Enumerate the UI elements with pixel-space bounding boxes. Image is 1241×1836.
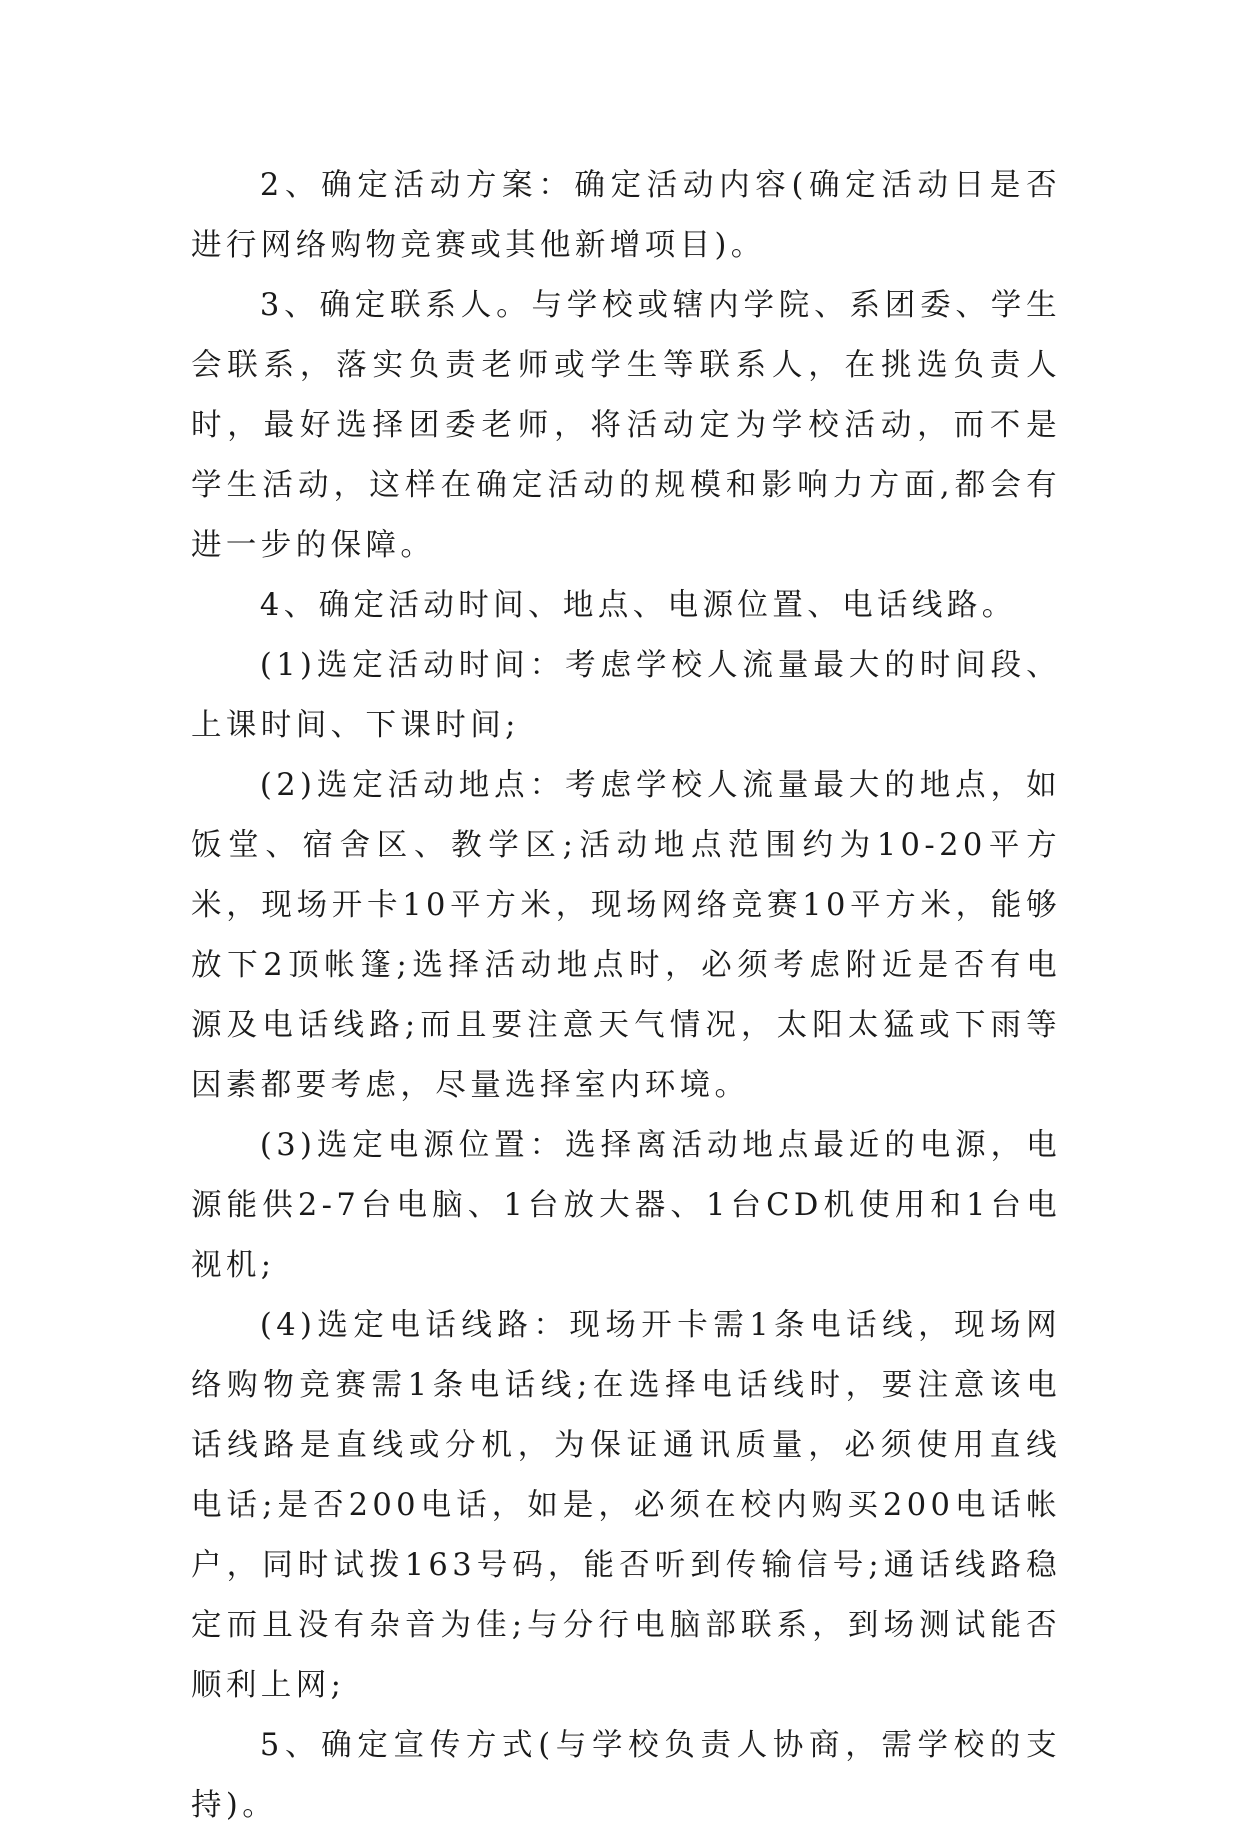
paragraph-activity-plan: 2、确定活动方案：确定活动内容(确定活动日是否进行网络购物竞赛或其他新增项目)。 bbox=[191, 168, 1061, 263]
document-body bbox=[191, 156, 1061, 1836]
paragraph-activity-time: (1)选定活动时间：考虑学校人流量最大的时间段、上课时间、下课时间; bbox=[191, 648, 1061, 743]
paragraph-phone-line: (4)选定电话线路：现场开卡需1条电话线，现场网络购物竞赛需1条电话线;在选择电话线时，要注意该电话线路是直线或分机，为保证通讯质量，必须使用直线电话;是否200电话，如是，必须在校内购买200电话帐户，同时试拨163号码，能否听到传输信号;通话线路稳定而且没有杂音为佳;与分行电脑部联系，到场测试能否顺利上网; bbox=[191, 1308, 1061, 1703]
paragraph-time-location: 4、确定活动时间、地点、电源位置、电话线路。 bbox=[259, 588, 1017, 623]
paragraph-power-location: (3)选定电源位置：选择离活动地点最近的电源，电源能供2-7台电脑、1台放大器、1台CD机使用和1台电视机; bbox=[191, 1128, 1061, 1283]
paragraph-contact-person: 3、确定联系人。与学校或辖内学院、系团委、学生会联系，落实负责老师或学生等联系人，在挑选负责人时，最好选择团委老师，将活动定为学校活动，而不是学生活动，这样在确定活动的规模和影响力方面,都会有进一步的保障。 bbox=[191, 288, 1061, 563]
paragraph-publicity: 5、确定宣传方式(与学校负责人协商，需学校的支持)。 bbox=[191, 1728, 1061, 1823]
paragraph-activity-location: (2)选定活动地点：考虑学校人流量最大的地点，如饭堂、宿舍区、教学区;活动地点范围约为10-20平方米，现场开卡10平方米，现场网络竞赛10平方米，能够放下2顶帐篷;选择活动地点时，必须考虑附近是否有电源及电话线路;而且要注意天气情况，太阳太猛或下雨等因素都要考虑，尽量选择室内环境。 bbox=[191, 768, 1061, 1103]
